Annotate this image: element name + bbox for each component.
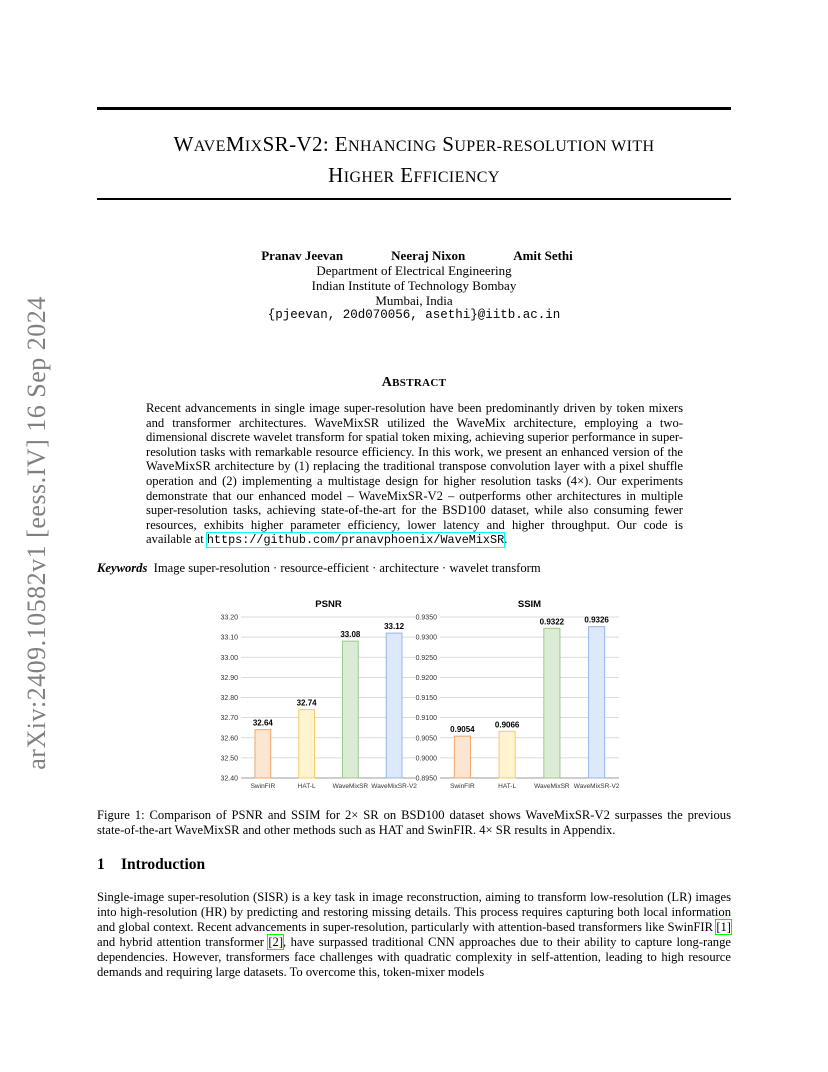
title-line-2 — [97, 161, 731, 192]
data-label: 33.12 — [384, 622, 405, 632]
x-tick-label: WaveMixSR — [534, 783, 570, 790]
abstract-heading-rest: BSTRACT — [392, 377, 447, 389]
intro-text-2: and hybrid attention transformer — [97, 935, 269, 949]
abstract-heading — [97, 375, 731, 391]
author-department: Department of Electrical Engineering — [316, 263, 512, 278]
title-cap: M — [225, 132, 245, 156]
x-tick-label: WaveMixSR-V2 — [573, 783, 620, 790]
title-line-1 — [97, 130, 731, 161]
y-tick-label: 0.8950 — [415, 775, 437, 783]
psnr-chart — [204, 590, 419, 795]
y-tick-label: 33.10 — [220, 634, 238, 642]
code-link[interactable]: https://github.com/pranavphoenix/WaveMixSR — [206, 533, 505, 548]
psnr-chart-svg — [204, 590, 419, 795]
abstract-end: . — [504, 532, 508, 547]
x-tick-label: HAT-L — [498, 783, 517, 790]
chart-title: PSNR — [315, 599, 342, 610]
y-tick-label: 33.00 — [220, 654, 238, 662]
top-rule — [97, 107, 731, 110]
y-tick-label: 32.40 — [220, 775, 238, 783]
y-tick-label: 33.20 — [220, 614, 238, 622]
ssim-chart — [403, 590, 623, 795]
title-bottom-rule — [97, 198, 731, 200]
title-cap: S — [436, 132, 455, 156]
y-tick-label: 32.60 — [220, 735, 238, 743]
title-smallcaps: UPER-RESOLUTION WITH — [454, 138, 655, 155]
y-tick-label: 0.9050 — [415, 735, 437, 743]
bar — [544, 628, 560, 778]
keywords — [97, 561, 541, 576]
bar — [499, 731, 515, 778]
y-tick-label: 0.9250 — [415, 654, 437, 662]
section-title: Introduction — [121, 856, 206, 873]
keywords-label: Keywords — [97, 561, 148, 575]
ssim-chart-svg — [403, 590, 623, 795]
data-label: 32.74 — [296, 698, 317, 708]
author-name: Pranav Jeevan — [261, 248, 344, 263]
bar — [255, 730, 271, 778]
y-tick-label: 32.90 — [220, 674, 238, 682]
y-tick-label: 32.50 — [220, 755, 238, 763]
y-tick-label: 0.9200 — [415, 674, 437, 682]
keywords-text: Image super-resolution · resource-efficient · architecture · wavelet transform — [153, 561, 541, 575]
x-tick-label: SwinFIR — [450, 783, 475, 790]
data-label: 0.9322 — [539, 617, 565, 627]
paper-title — [97, 130, 731, 192]
citation-link[interactable]: [1] — [716, 920, 731, 934]
author-location: Mumbai, India — [375, 293, 453, 308]
bar — [343, 641, 359, 778]
figure-caption: Figure 1: Comparison of PSNR and SSIM for 2× SR on BSD100 dataset shows WaveMixSR-V2 surpasses the previous state-of-the-art WaveMixSR and other methods such as HAT and SwinFIR. 4× SR results in Appendix. — [97, 808, 731, 837]
author-institute: Indian Institute of Technology Bombay — [311, 278, 517, 293]
citation-link[interactable]: [2] — [268, 935, 284, 949]
title-smallcaps: IX — [244, 138, 263, 155]
data-label: 33.08 — [340, 630, 361, 640]
author-name: Neeraj Nixon — [391, 248, 466, 263]
title-smallcaps: NHANCING — [348, 138, 437, 155]
author-names — [97, 248, 731, 263]
author-name: Amit Sethi — [513, 248, 573, 263]
abstract-text — [146, 401, 683, 548]
x-tick-label: HAT-L — [297, 783, 316, 790]
data-label: 0.9066 — [494, 720, 520, 730]
arxiv-stamp: arXiv:2409.10582v1 [eess.IV] 16 Sep 2024 — [22, 296, 51, 770]
y-tick-label: 32.70 — [220, 715, 238, 723]
y-tick-label: 0.9000 — [415, 755, 437, 763]
title-cap: H — [328, 163, 344, 187]
intro-text-3: , have surpassed traditional CNN approaches due to their ability to capture long-range dependencies. However, transformers face challenges with quadratic complexity in self-attention, leading to high resource demands and requiring large datasets. To overcome this, token-mixer models — [97, 935, 731, 979]
y-tick-label: 0.9150 — [415, 695, 437, 702]
section-number: 1 — [97, 856, 105, 873]
bar — [589, 627, 605, 778]
y-tick-label: 0.9100 — [415, 715, 437, 723]
intro-paragraph — [97, 890, 731, 980]
y-tick-label: 0.9350 — [415, 614, 437, 622]
title-smallcaps: AVE — [193, 138, 226, 155]
x-tick-label: WaveMixSR-V2 — [371, 783, 417, 790]
abstract-heading-cap: A — [381, 375, 393, 390]
author-block — [97, 248, 731, 323]
y-tick-label: 32.80 — [220, 695, 238, 702]
y-tick-label: 0.9300 — [415, 634, 437, 642]
section-heading — [97, 856, 205, 874]
title-cap: W — [173, 132, 194, 156]
x-tick-label: SwinFIR — [250, 783, 276, 790]
bar — [386, 633, 402, 778]
intro-text-1: Single-image super-resolution (SISR) is a key task in image reconstruction, aiming to transform low-resolution (LR) images into high-resolution (HR) by predicting and restoring missing details. This process requires capturing both local information and global context. Recent advancements in super-resolution, particularly with attention-based transformers like SwinFIR — [97, 890, 731, 934]
bar — [454, 736, 470, 778]
bar — [299, 710, 315, 778]
title-cap: SR-V2: E — [262, 132, 349, 156]
title-cap: E — [394, 163, 414, 187]
chart-title: SSIM — [517, 599, 542, 610]
x-tick-label: WaveMixSR — [332, 783, 369, 790]
author-email: {pjeevan, 20d070056, asethi}@iitb.ac.in — [267, 308, 561, 322]
data-label: 0.9326 — [584, 615, 609, 625]
title-smallcaps: IGHER — [343, 169, 395, 186]
data-label: 0.9054 — [450, 725, 475, 735]
abstract-body: Recent advancements in single image super-resolution have been predominantly driven by token mixers and transformer architectures. WaveMixSR utilized the WaveMix architecture, employing a two-dimensional discrete wavelet transform for spatial token mixing, achieving superior performance in super-resolution tasks with remarkable resource efficiency. In this work, we present an enhanced version of the WaveMixSR architecture by (1) replacing the traditional transpose convolution layer with a pixel shuffle operation and (2) implementing a multistage design for higher resolution tasks (4×). Our experiments demonstrate that our enhanced model – WaveMixSR-V2 – outperforms other architectures in multiple super-resolution tasks, achieving state-of-the-art for the BSD100 dataset, while also consuming fewer resources, exhibits higher parameter efficiency, lower latency and higher throughput. Our code is available at — [146, 401, 683, 547]
data-label: 32.64 — [252, 718, 273, 728]
title-smallcaps: FFICIENCY — [413, 169, 500, 186]
